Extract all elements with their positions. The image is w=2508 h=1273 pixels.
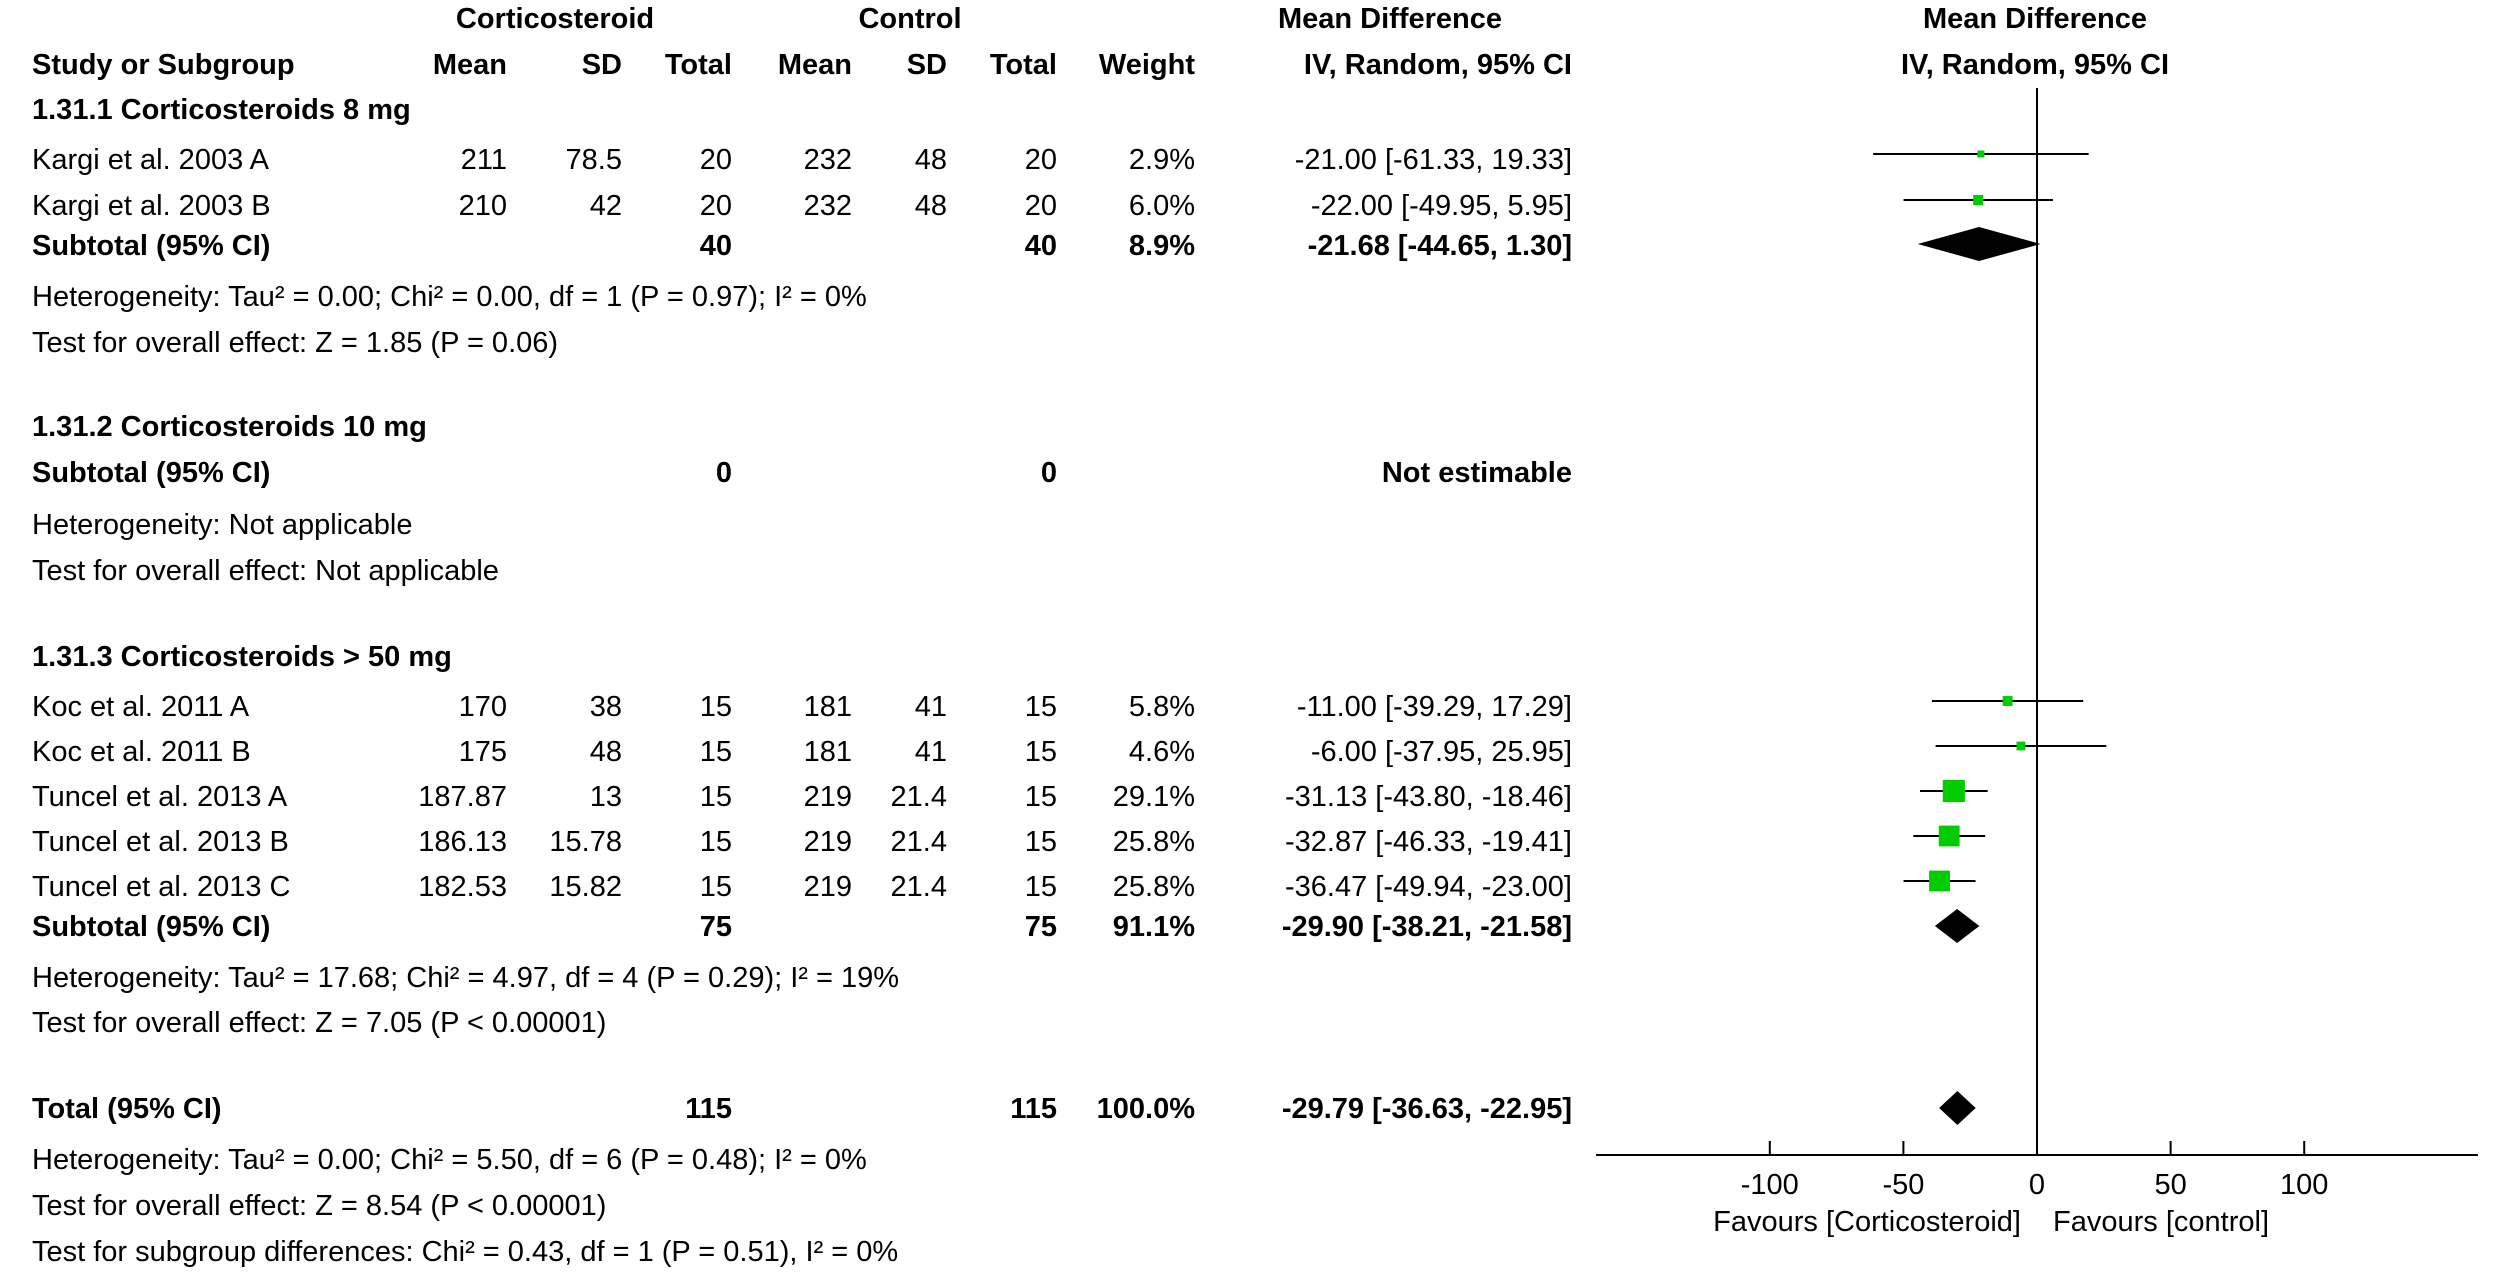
subtotal-total-2: 75 bbox=[1024, 911, 1057, 943]
study-total-2: 15 bbox=[1024, 781, 1057, 813]
header-effect-table: Mean Difference bbox=[1277, 3, 1502, 35]
subtotal-total-1: 75 bbox=[699, 911, 732, 943]
study-name: Koc et al. 2011 A bbox=[32, 691, 250, 723]
subtotal-ci: -29.90 [-38.21, -21.58] bbox=[1281, 911, 1572, 943]
total-ci: -29.79 [-36.63, -22.95] bbox=[1281, 1093, 1572, 1125]
study-sd-1: 13 bbox=[589, 781, 622, 813]
study-ci: -22.00 [-49.95, 5.95] bbox=[1310, 190, 1572, 222]
total-label: Total (95% CI) bbox=[32, 1093, 222, 1125]
subtotal-label: Subtotal (95% CI) bbox=[32, 230, 271, 262]
study-weight: 2.9% bbox=[1128, 144, 1195, 176]
study-point bbox=[1929, 871, 1950, 892]
heterogeneity-text: Heterogeneity: Tau² = 0.00; Chi² = 0.00, df = 1 (P = 0.97); I² = 0% bbox=[32, 281, 867, 313]
subtotal-ci: -21.68 [-44.65, 1.30] bbox=[1307, 230, 1572, 262]
study-sd-2: 21.4 bbox=[890, 781, 947, 813]
study-mean-1: 186.13 bbox=[418, 826, 507, 858]
study-sd-1: 15.78 bbox=[549, 826, 622, 858]
header-group-corticosteroid: Corticosteroid bbox=[455, 3, 655, 35]
total-n-1: 115 bbox=[685, 1093, 732, 1125]
heterogeneity-text: Heterogeneity: Tau² = 17.68; Chi² = 4.97, df = 4 (P = 0.29); I² = 19% bbox=[32, 962, 900, 994]
summary-diamond bbox=[1918, 227, 2041, 261]
study-name: Kargi et al. 2003 B bbox=[32, 190, 271, 222]
study-sd-1: 48 bbox=[589, 736, 622, 768]
total-weight: 100.0% bbox=[1096, 1093, 1195, 1125]
footer-subgroup-differences: Test for subgroup differences: Chi² = 0.43, df = 1 (P = 0.51), I² = 0% bbox=[32, 1236, 899, 1268]
study-mean-2: 219 bbox=[803, 826, 852, 858]
study-name: Koc et al. 2011 B bbox=[32, 736, 251, 768]
study-total-1: 20 bbox=[699, 144, 732, 176]
study-total-1: 20 bbox=[699, 190, 732, 222]
header-sd-1: SD bbox=[581, 49, 622, 81]
header-mean-2: Mean bbox=[777, 49, 852, 81]
header-effect-plot: Mean Difference bbox=[1922, 3, 2147, 35]
study-total-2: 15 bbox=[1024, 826, 1057, 858]
study-total-2: 15 bbox=[1024, 871, 1057, 903]
overall-effect-text: Test for overall effect: Z = 7.05 (P < 0.00001) bbox=[32, 1007, 607, 1039]
study-point bbox=[1939, 826, 1960, 847]
study-mean-1: 182.53 bbox=[418, 871, 507, 903]
subgroup-title: 1.31.2 Corticosteroids 10 mg bbox=[32, 411, 427, 443]
footer-overall-effect: Test for overall effect: Z = 8.54 (P < 0.00001) bbox=[32, 1190, 607, 1222]
study-sd-1: 15.82 bbox=[549, 871, 622, 903]
study-total-2: 15 bbox=[1024, 736, 1057, 768]
heterogeneity-text: Heterogeneity: Not applicable bbox=[32, 509, 413, 541]
header-sd-2: SD bbox=[906, 49, 947, 81]
study-sd-2: 41 bbox=[914, 736, 947, 768]
subtotal-weight: 91.1% bbox=[1112, 911, 1195, 943]
study-ci: -11.00 [-39.29, 17.29] bbox=[1296, 691, 1572, 723]
study-mean-2: 219 bbox=[803, 781, 852, 813]
study-total-2: 20 bbox=[1024, 190, 1057, 222]
study-mean-2: 219 bbox=[803, 871, 852, 903]
header-weight: Weight bbox=[1098, 49, 1195, 81]
study-sd-2: 48 bbox=[914, 190, 947, 222]
favours-right-label: Favours [control] bbox=[2053, 1206, 2270, 1238]
subtotal-weight: 8.9% bbox=[1128, 230, 1195, 262]
study-ci: -6.00 [-37.95, 25.95] bbox=[1310, 736, 1572, 768]
study-ci: -36.47 [-49.94, -23.00] bbox=[1285, 871, 1572, 903]
study-name: Tuncel et al. 2013 B bbox=[32, 826, 289, 858]
study-mean-2: 232 bbox=[803, 144, 852, 176]
x-tick-label: 0 bbox=[2028, 1169, 2046, 1201]
study-mean-1: 170 bbox=[458, 691, 507, 723]
study-sd-1: 78.5 bbox=[565, 144, 622, 176]
study-weight: 25.8% bbox=[1112, 871, 1195, 903]
study-ci: -31.13 [-43.80, -18.46] bbox=[1285, 781, 1572, 813]
study-point bbox=[2003, 696, 2013, 706]
study-total-1: 15 bbox=[699, 736, 732, 768]
study-sd-2: 41 bbox=[914, 691, 947, 723]
subtotal-total-2: 40 bbox=[1024, 230, 1057, 262]
study-point bbox=[2017, 742, 2026, 751]
total-n-2: 115 bbox=[1010, 1093, 1057, 1125]
study-weight: 29.1% bbox=[1112, 781, 1195, 813]
subtotal-label: Subtotal (95% CI) bbox=[32, 457, 271, 489]
study-mean-1: 211 bbox=[460, 144, 507, 176]
header-method-table: IV, Random, 95% CI bbox=[1303, 49, 1572, 81]
study-total-1: 15 bbox=[699, 781, 732, 813]
subgroup-title: 1.31.3 Corticosteroids > 50 mg bbox=[32, 641, 452, 673]
overall-effect-text: Test for overall effect: Not applicable bbox=[32, 555, 499, 587]
header-group-control: Control bbox=[858, 3, 962, 35]
study-sd-1: 38 bbox=[589, 691, 622, 723]
study-mean-1: 210 bbox=[458, 190, 507, 222]
header-mean-1: Mean bbox=[432, 49, 507, 81]
study-point bbox=[1977, 151, 1984, 158]
header-method-plot: IV, Random, 95% CI bbox=[1900, 49, 2170, 81]
study-total-2: 15 bbox=[1024, 691, 1057, 723]
header-total-2: Total bbox=[989, 49, 1057, 81]
x-tick-label: 50 bbox=[2154, 1169, 2187, 1201]
study-mean-2: 181 bbox=[803, 691, 852, 723]
footer-heterogeneity: Heterogeneity: Tau² = 0.00; Chi² = 5.50, df = 6 (P = 0.48); I² = 0% bbox=[32, 1144, 867, 1176]
subtotal-total-1: 0 bbox=[715, 457, 732, 489]
subtotal-total-2: 0 bbox=[1040, 457, 1057, 489]
study-sd-1: 42 bbox=[589, 190, 622, 222]
study-total-2: 20 bbox=[1024, 144, 1057, 176]
favours-left-label: Favours [Corticosteroid] bbox=[1713, 1206, 2021, 1238]
study-total-1: 15 bbox=[699, 871, 732, 903]
study-mean-2: 181 bbox=[803, 736, 852, 768]
study-sd-2: 21.4 bbox=[890, 871, 947, 903]
x-tick-label: 100 bbox=[2280, 1169, 2329, 1201]
header-total-1: Total bbox=[664, 49, 732, 81]
study-point bbox=[1973, 195, 1983, 205]
study-ci: -32.87 [-46.33, -19.41] bbox=[1285, 826, 1572, 858]
study-total-1: 15 bbox=[699, 691, 732, 723]
header-study: Study or Subgroup bbox=[32, 49, 295, 81]
study-mean-1: 187.87 bbox=[418, 781, 507, 813]
subtotal-ci: Not estimable bbox=[1381, 457, 1572, 489]
study-mean-1: 175 bbox=[458, 736, 507, 768]
subtotal-total-1: 40 bbox=[699, 230, 732, 262]
study-weight: 25.8% bbox=[1112, 826, 1195, 858]
study-ci: -21.00 [-61.33, 19.33] bbox=[1294, 144, 1572, 176]
study-weight: 6.0% bbox=[1128, 190, 1195, 222]
study-weight: 4.6% bbox=[1128, 736, 1195, 768]
subtotal-label: Subtotal (95% CI) bbox=[32, 911, 271, 943]
subgroup-title: 1.31.1 Corticosteroids 8 mg bbox=[32, 94, 411, 126]
x-tick-label: -100 bbox=[1740, 1169, 1799, 1201]
study-point bbox=[1943, 780, 1965, 802]
study-total-1: 15 bbox=[699, 826, 732, 858]
study-mean-2: 232 bbox=[803, 190, 852, 222]
study-name: Tuncel et al. 2013 A bbox=[32, 781, 288, 813]
study-weight: 5.8% bbox=[1128, 691, 1195, 723]
summary-diamond bbox=[1939, 1091, 1976, 1125]
study-name: Tuncel et al. 2013 C bbox=[32, 871, 291, 903]
overall-effect-text: Test for overall effect: Z = 1.85 (P = 0.06) bbox=[32, 327, 559, 359]
study-name: Kargi et al. 2003 A bbox=[32, 144, 269, 176]
study-sd-2: 21.4 bbox=[890, 826, 947, 858]
study-sd-2: 48 bbox=[914, 144, 947, 176]
x-tick-label: -50 bbox=[1882, 1169, 1925, 1201]
summary-diamond bbox=[1935, 909, 1979, 943]
